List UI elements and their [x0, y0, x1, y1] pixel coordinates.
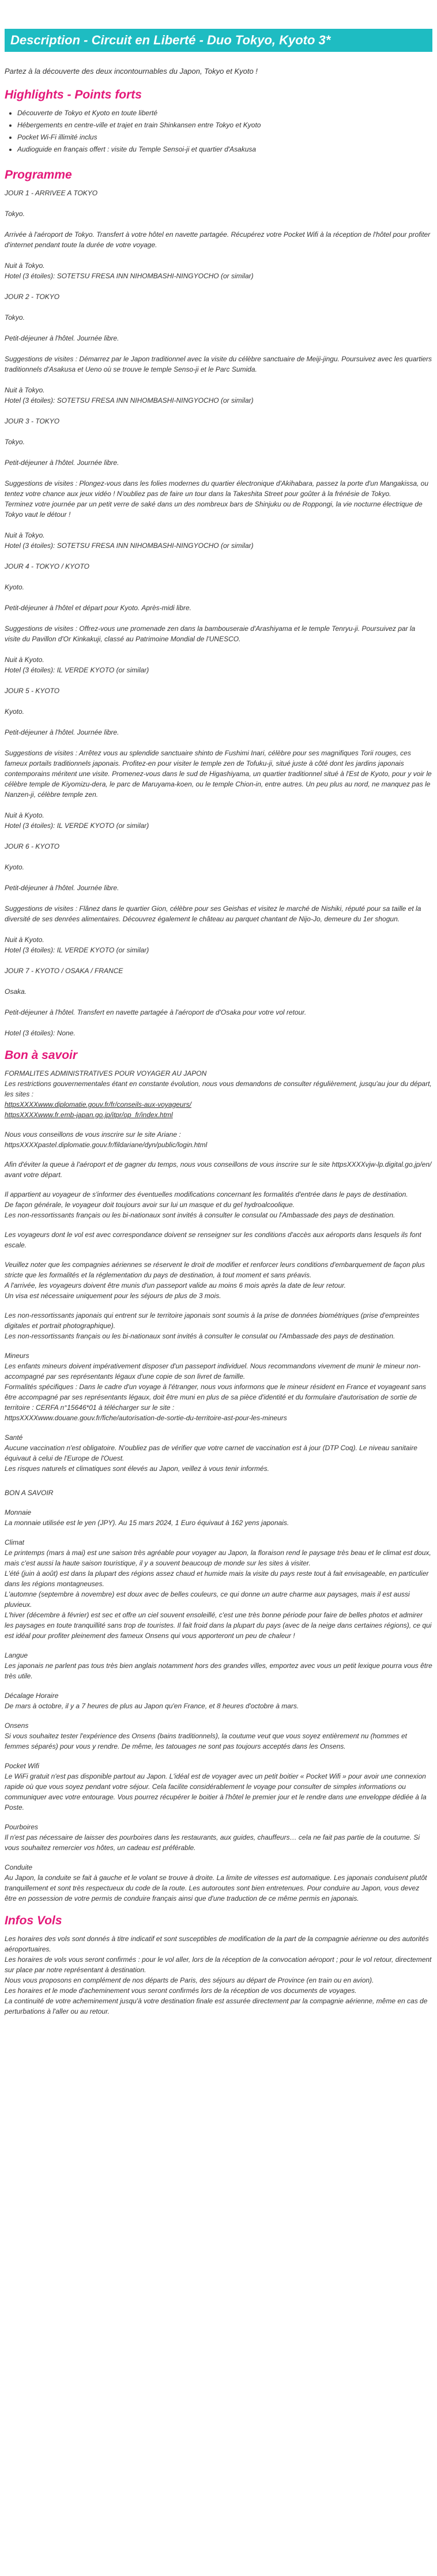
day-city: Osaka.	[5, 988, 27, 996]
day-paragraph: Petit-déjeuner à l'hôtel. Transfert en navette partagée à l'aéroport de d'Osaka pour votre vol retour.	[5, 1008, 307, 1016]
info-subsection-title: Onsens	[5, 1722, 29, 1730]
bon-a-savoir-paragraphs	[5, 1129, 432, 1474]
bon-a-savoir-subsections	[5, 1507, 432, 1904]
intro-text: Partez à la découverte des deux incontournables du Japon, Tokyo et Kyoto !	[5, 67, 258, 75]
day-title: JOUR 1 - ARRIVEE A TOKYO	[5, 189, 98, 197]
day-paragraph: Suggestions de visites : Démarrez par le Japon traditionnel avec la visite du célèbre sanctuaire de Meiji-jingu. Poursuivez avec les quartiers traditionnels d'Asakusa et Ueno où se trouve le temple Senso-ji et le Parc Sumida.	[5, 355, 432, 373]
page	[0, 29, 437, 2038]
info-subsection-text: Au Japon, la conduite se fait à gauche et le volant se trouve à droite. La limite de vitesses est automatique. Les japonais conduisent plutôt tranquillement et sont très respectueux du code de la route. Les autoroutes sont bien entretenues. Pour conduire au Japon, vous devez être en possession de votre permis de conduire français ainsi que d'une traduction de ce même permis en japonais.	[5, 1874, 427, 1902]
formalites-link[interactable]: httpsXXXXwww.diplomatie.gouv.fr/fr/conseils-aux-voyageurs/	[5, 1100, 191, 1109]
infos-vols-section	[5, 1934, 432, 2017]
info-paragraph: Il appartient au voyageur de s'informer des éventuelles modifications concernant les formalités d'entrée dans le pays de destination. De façon générale, le voyageur doit toujours avoir sur lui un masque et du gel hydroalcoolique. Les non-ressortissants français ou les bi-nationaux sont invités à consulter le consulat ou l'Ambassade des pays de destination.	[5, 1190, 408, 1219]
day-hotel: Hotel (3 étoiles): SOTETSU FRESA INN NIHOMBASHI-NINGYOCHO (or similar)	[5, 272, 254, 280]
day-paragraph: Petit-déjeuner à l'hôtel. Journée libre.	[5, 459, 119, 467]
day-hotel: Hotel (3 étoiles): IL VERDE KYOTO (or similar)	[5, 946, 149, 954]
info-subsection-text: Il n'est pas nécessaire de laisser des pourboires dans les restaurants, aux guides, chauffeurs… cela ne fait pas partie de la coutume. Si vous souhaitez remercier vos hôtes, un cadeau est préférable.	[5, 1833, 420, 1852]
day-paragraph: Suggestions de visites : Offrez-vous une promenade zen dans la bambouseraie d'Arashiyama et le temple Tenryu-ji. Poursuivez par la visite du Pavillon d'Or Kinkakuji, classé au Patrimoine Mondial de l'UNESCO.	[5, 625, 416, 643]
day-stay	[5, 530, 432, 551]
programme-heading: Programme	[5, 168, 72, 181]
info-subsection	[5, 1761, 432, 1813]
day-night: Nuit à Tokyo.	[5, 531, 45, 539]
info-subsection-title: Pocket Wifi	[5, 1762, 39, 1770]
formalites-title: FORMALITES ADMINISTRATIVES POUR VOYAGER AU JAPON	[5, 1069, 207, 1077]
day-title: JOUR 5 - KYOTO	[5, 687, 60, 695]
info-subsection	[5, 1650, 432, 1681]
day-city: Kyoto.	[5, 863, 25, 871]
info-subsection-title: Climat	[5, 1538, 25, 1546]
info-paragraph: Santé Aucune vaccination n'est obligatoire. N'oubliez pas de vérifier que votre carnet de vaccination est à jour (DTP Coq). Le niveau sanitaire équivaut à celui de l'Europe de l'Ouest. Les risques naturels et climatiques sont élevés au Japon, veillez à vous tenir informés.	[5, 1433, 417, 1473]
highlight-item: • Hébergements en centre-ville et trajet en train Shinkansen entre Tokyo et Kyoto	[17, 120, 432, 130]
infos-vols-heading: Infos Vols	[5, 1914, 62, 1927]
formalites-line: Les restrictions gouvernementales étant en constante évolution, nous vous demandons de consulter régulièrement, jusqu'au jour du départ, les sites :	[5, 1080, 432, 1098]
page-title: Description - Circuit en Liberté - Duo Tokyo, Kyoto 3*	[5, 29, 432, 52]
day-night: Nuit à Kyoto.	[5, 936, 44, 944]
info-subsection	[5, 1690, 432, 1711]
info-subsection-title: Langue	[5, 1651, 28, 1659]
day-night: Nuit à Kyoto.	[5, 656, 44, 664]
day-paragraph: Arrivée à l'aéroport de Tokyo. Transfert à votre hôtel en navette partagée. Récupérez votre Pocket Wifi à la réception de l'hôtel pour profiter d'internet pendant toute la durée de votre voyage.	[5, 230, 431, 249]
day-hotel: Hotel (3 étoiles): None.	[5, 1029, 76, 1037]
info-subsection-title: Pourboires	[5, 1823, 39, 1831]
day-stay	[5, 810, 432, 831]
day-hotel: Hotel (3 étoiles): SOTETSU FRESA INN NIHOMBASHI-NINGYOCHO (or similar)	[5, 396, 254, 404]
day-title: JOUR 7 - KYOTO / OSAKA / FRANCE	[5, 967, 123, 975]
day-paragraph: Petit-déjeuner à l'hôtel. Journée libre.	[5, 884, 119, 892]
info-subsection	[5, 1862, 432, 1904]
info-subsection	[5, 1537, 432, 1641]
info-subsection-text: Si vous souhaitez tester l'expérience des Onsens (bains traditionnels), la coutume veut que vous soyez entièrement nu (hommes et femmes séparés) pour vous y rendre. De même, les tatouages ne sont pas toujours acceptés dans les Onsens.	[5, 1732, 407, 1750]
day-paragraph: Petit-déjeuner à l'hôtel. Journée libre.	[5, 728, 119, 736]
info-subsection	[5, 1720, 432, 1752]
info-subsection-text: Les japonais ne parlent pas tous très bien anglais notamment hors des grandes villes, emportez avec vous un petit lexique pourra vous être très utile.	[5, 1662, 432, 1680]
programme-days	[5, 188, 432, 1038]
info-subsection-title: Monnaie	[5, 1508, 32, 1516]
day-hotel: Hotel (3 étoiles): IL VERDE KYOTO (or similar)	[5, 822, 149, 830]
day-stay	[5, 260, 432, 281]
highlight-item: • Audioguide en français offert : visite du Temple Sensoi-ji et quartier d'Asakusa	[17, 144, 432, 154]
day-city: Kyoto.	[5, 583, 25, 591]
highlights-heading: Highlights - Points forts	[5, 88, 142, 101]
day-hotel: Hotel (3 étoiles): IL VERDE KYOTO (or similar)	[5, 666, 149, 674]
info-subsection-title: Décalage Horaire	[5, 1692, 59, 1700]
day-title: JOUR 6 - KYOTO	[5, 842, 60, 850]
info-subsection	[5, 1822, 432, 1853]
day-paragraph: Suggestions de visites : Flânez dans le quartier Gion, célèbre pour ses Geishas et visitez le marché de Nishiki, réputé pour sa taille et la diversité de ses denrées alimentaires. Découvrez également le château au parquet chantant de Nijo-Jo, demeure du 1er shogun.	[5, 905, 421, 923]
info-paragraph: Les voyageurs dont le vol est avec correspondance doivent se renseigner sur les conditions d'accès aux aéroports dans lesquels ils font escale.	[5, 1231, 421, 1249]
day-night: Nuit à Tokyo.	[5, 262, 45, 270]
info-subsection	[5, 1507, 432, 1528]
day-paragraph: Suggestions de visites : Arrêtez vous au splendide sanctuaire shinto de Fushimi Inari, célèbre pour ses magnifiques Torii rouges, ces fameux portails traditionnels japonais. Profitez-en pour visiter le temple zen de Tofuku-ji, situé juste à côté dont les jardins japonais contemporains méritent une visite. Promenez-vous dans le sud de Higashiyama, un quartier traditionnel situé à l'Est de Kyoto, pour y voir le célèbre temple de Kiyomizu-dera, le parc de Maruyama-koen, ou le temple Chion-in, entre autres. Un peu plus au nord, ne manquez pas le Nanzen-ji, célèbre temple zen.	[5, 749, 432, 799]
day-hotel: Hotel (3 étoiles): SOTETSU FRESA INN NIHOMBASHI-NINGYOCHO (or similar)	[5, 542, 254, 550]
highlight-item: • Pocket Wi-Fi illimité inclus	[17, 132, 432, 142]
info-paragraph: Veuillez noter que les compagnies aériennes se réservent le droit de modifier et renforcer leurs conditions d'embarquement de façon plus stricte que les formalités et la réglementation du pays de destination, à tout moment et sans préavis. A l'arrivée, les voyageurs doivent être munis d'un passeport valide au moins 6 mois après la date de leur retour. Un visa est nécessaire uniquement pour les séjours de plus de 3 mois.	[5, 1261, 425, 1300]
day-stay	[5, 1028, 432, 1038]
info-subsection-text: Le WiFi gratuit n'est pas disponible partout au Japon. L'idéal est de voyager avec un petit boitier « Pocket Wifi » pour avoir une connexion rapide où que vous soyez pendant votre séjour. Cela facilite considérablement le voyage pour consulter de simples informations ou communiquer avec votre entourage. Vous pourrez récupérer le boitier à l'hôtel le premier jour et le rendre dans une enveloppe dédiée à la Poste.	[5, 1772, 427, 1811]
info-paragraph: Mineurs Les enfants mineurs doivent impérativement disposer d'un passeport individuel. Nous recommandons vivement de munir le mineur non-accompagné par ses représentants légaux d'une copie de son livret de famille. Formalités spécifiques : Dans le cadre d'un voyage à l'étranger, nous vous informons que le mineur résident en France et voyageant sans être accompagné par ses représentants légaux, doit être muni en plus de sa pièce d'identité et du formulaire d'autorisation de sortie de territoire : CERFA n°15646*01 à télécharger sur le site : httpsXXXXwww.douane.gouv.fr/fiche/autorisation-de-sortie-du-territoire-ast-pour-les-mineurs	[5, 1352, 426, 1422]
formalites-block	[5, 1068, 432, 1120]
bon-a-savoir-subtitle: BON A SAVOIR	[5, 1489, 54, 1497]
day-city: Kyoto.	[5, 708, 25, 716]
day-paragraph: Suggestions de visites : Plongez-vous dans les folies modernes du quartier électronique d'Akihabara, passez la porte d'un Mangakissa, ou tentez votre chance aux jeux vidéo ! N'oubliez pas de faire un tour dans la Takeshita Street pour goûter à la frénésie de Tokyo. Terminez votre journée par un petit verre de saké dans un des nombreux bars de Shinjuku ou de Roppongi, la vie nocturne électrique de Tokyo vaut le détour !	[5, 479, 429, 519]
info-paragraph: Les non-ressortissants japonais qui entrent sur le territoire japonais sont soumis à la prise de données biométriques (prise d'empreintes digitales et portrait photographique). Les non-ressortissants français ou les bi-nationaux sont invités à consulter le consulat ou l'Ambassade des pays de destination.	[5, 1311, 420, 1340]
info-paragraph: Afin d'éviter la queue à l'aéroport et de gagner du temps, nous vous conseillons de vous inscrire sur le site httpsXXXXvjw-lp.digital.go.jp/en/ avant votre départ.	[5, 1160, 432, 1179]
day-night: Nuit à Kyoto.	[5, 811, 44, 819]
infos-vols-text: Les horaires des vols sont donnés à titre indicatif et sont susceptibles de modification de la part de la compagnie aérienne ou des autorités aéroportuaires. Les horaires de vols vous seront confirmés : pour le vol aller, lors de la réception de la convocation aéroport ; pour le vol retour, directement sur place par notre représentant à destination. Nous vous proposons en complément de nos départs de Paris, des séjours au départ de Province (en train ou en avion). Les horaires et le mode d'acheminement vous seront confirmés lors de la réception de vos documents de voyages. La continuité de votre acheminement jusqu'à votre destination finale est assurée directement par la compagnie aérienne, même en cas de perturbations à l'aller ou au retour.	[5, 1935, 432, 2015]
day-stay	[5, 935, 432, 955]
day-title: JOUR 3 - TOKYO	[5, 417, 60, 425]
day-stay	[5, 385, 432, 406]
formalites-link[interactable]: httpsXXXXwww.fr.emb-japan.go.jp/itpr/op_fr/index.html	[5, 1111, 173, 1119]
day-city: Tokyo.	[5, 313, 25, 321]
day-title: JOUR 4 - TOKYO / KYOTO	[5, 562, 89, 570]
highlight-item: • Découverte de Tokyo et Kyoto en toute liberté	[17, 108, 432, 118]
day-city: Tokyo.	[5, 438, 25, 446]
day-city: Tokyo.	[5, 210, 25, 218]
info-subsection-title: Conduite	[5, 1863, 33, 1871]
day-paragraph: Petit-déjeuner à l'hôtel. Journée libre.	[5, 334, 119, 342]
highlights-list	[6, 108, 432, 154]
info-subsection-text: Le printemps (mars à mai) est une saison très agréable pour voyager au Japon, la floraison rend le paysage très beau et le climat est doux, mais c'est aussi la haute saison touristique, il y a souvent beaucoup de monde sur les sites à visiter. L'été (juin à août) est dans la plupart des régions assez chaud et humide mais la visite du pays reste tout à fait envisageable, en particulier dans les régions montagneuses. L'automne (septembre à novembre) est doux avec de belles couleurs, ce qui donne un autre charme aux paysages, mais il est aussi pluvieux. L'hiver (décembre à février) est sec et offre un ciel souvent ensoleillé, c'est une très bonne période pour faire de belles photos et admirer les paysages en toute tranquillité sans trop de touristes. Il fait froid dans la plupart du pays (avec de la neige dans certaines régions), ce qui est idéal pour profiter pleinement des fameux Onsens qui vous apporteront un peu de chaleur !	[5, 1549, 432, 1640]
day-title: JOUR 2 - TOKYO	[5, 293, 60, 301]
bon-a-savoir-heading: Bon à savoir	[5, 1049, 78, 1062]
day-paragraph: Petit-déjeuner à l'hôtel et départ pour Kyoto. Après-midi libre.	[5, 604, 192, 612]
info-subsection-text: La monnaie utilisée est le yen (JPY). Au 15 mars 2024, 1 Euro équivaut à 162 yens japonais.	[5, 1519, 289, 1527]
info-paragraph: Nous vous conseillons de vous inscrire sur le site Ariane : httpsXXXXpastel.diplomatie.gouv.fr/fildariane/dyn/public/login.html	[5, 1130, 208, 1149]
bon-a-savoir-section	[5, 1068, 432, 1904]
info-subsection-text: De mars à octobre, il y a 7 heures de plus au Japon qu'en France, et 8 heures d'octobre à mars.	[5, 1702, 299, 1710]
day-stay	[5, 655, 432, 675]
day-night: Nuit à Tokyo.	[5, 386, 45, 394]
